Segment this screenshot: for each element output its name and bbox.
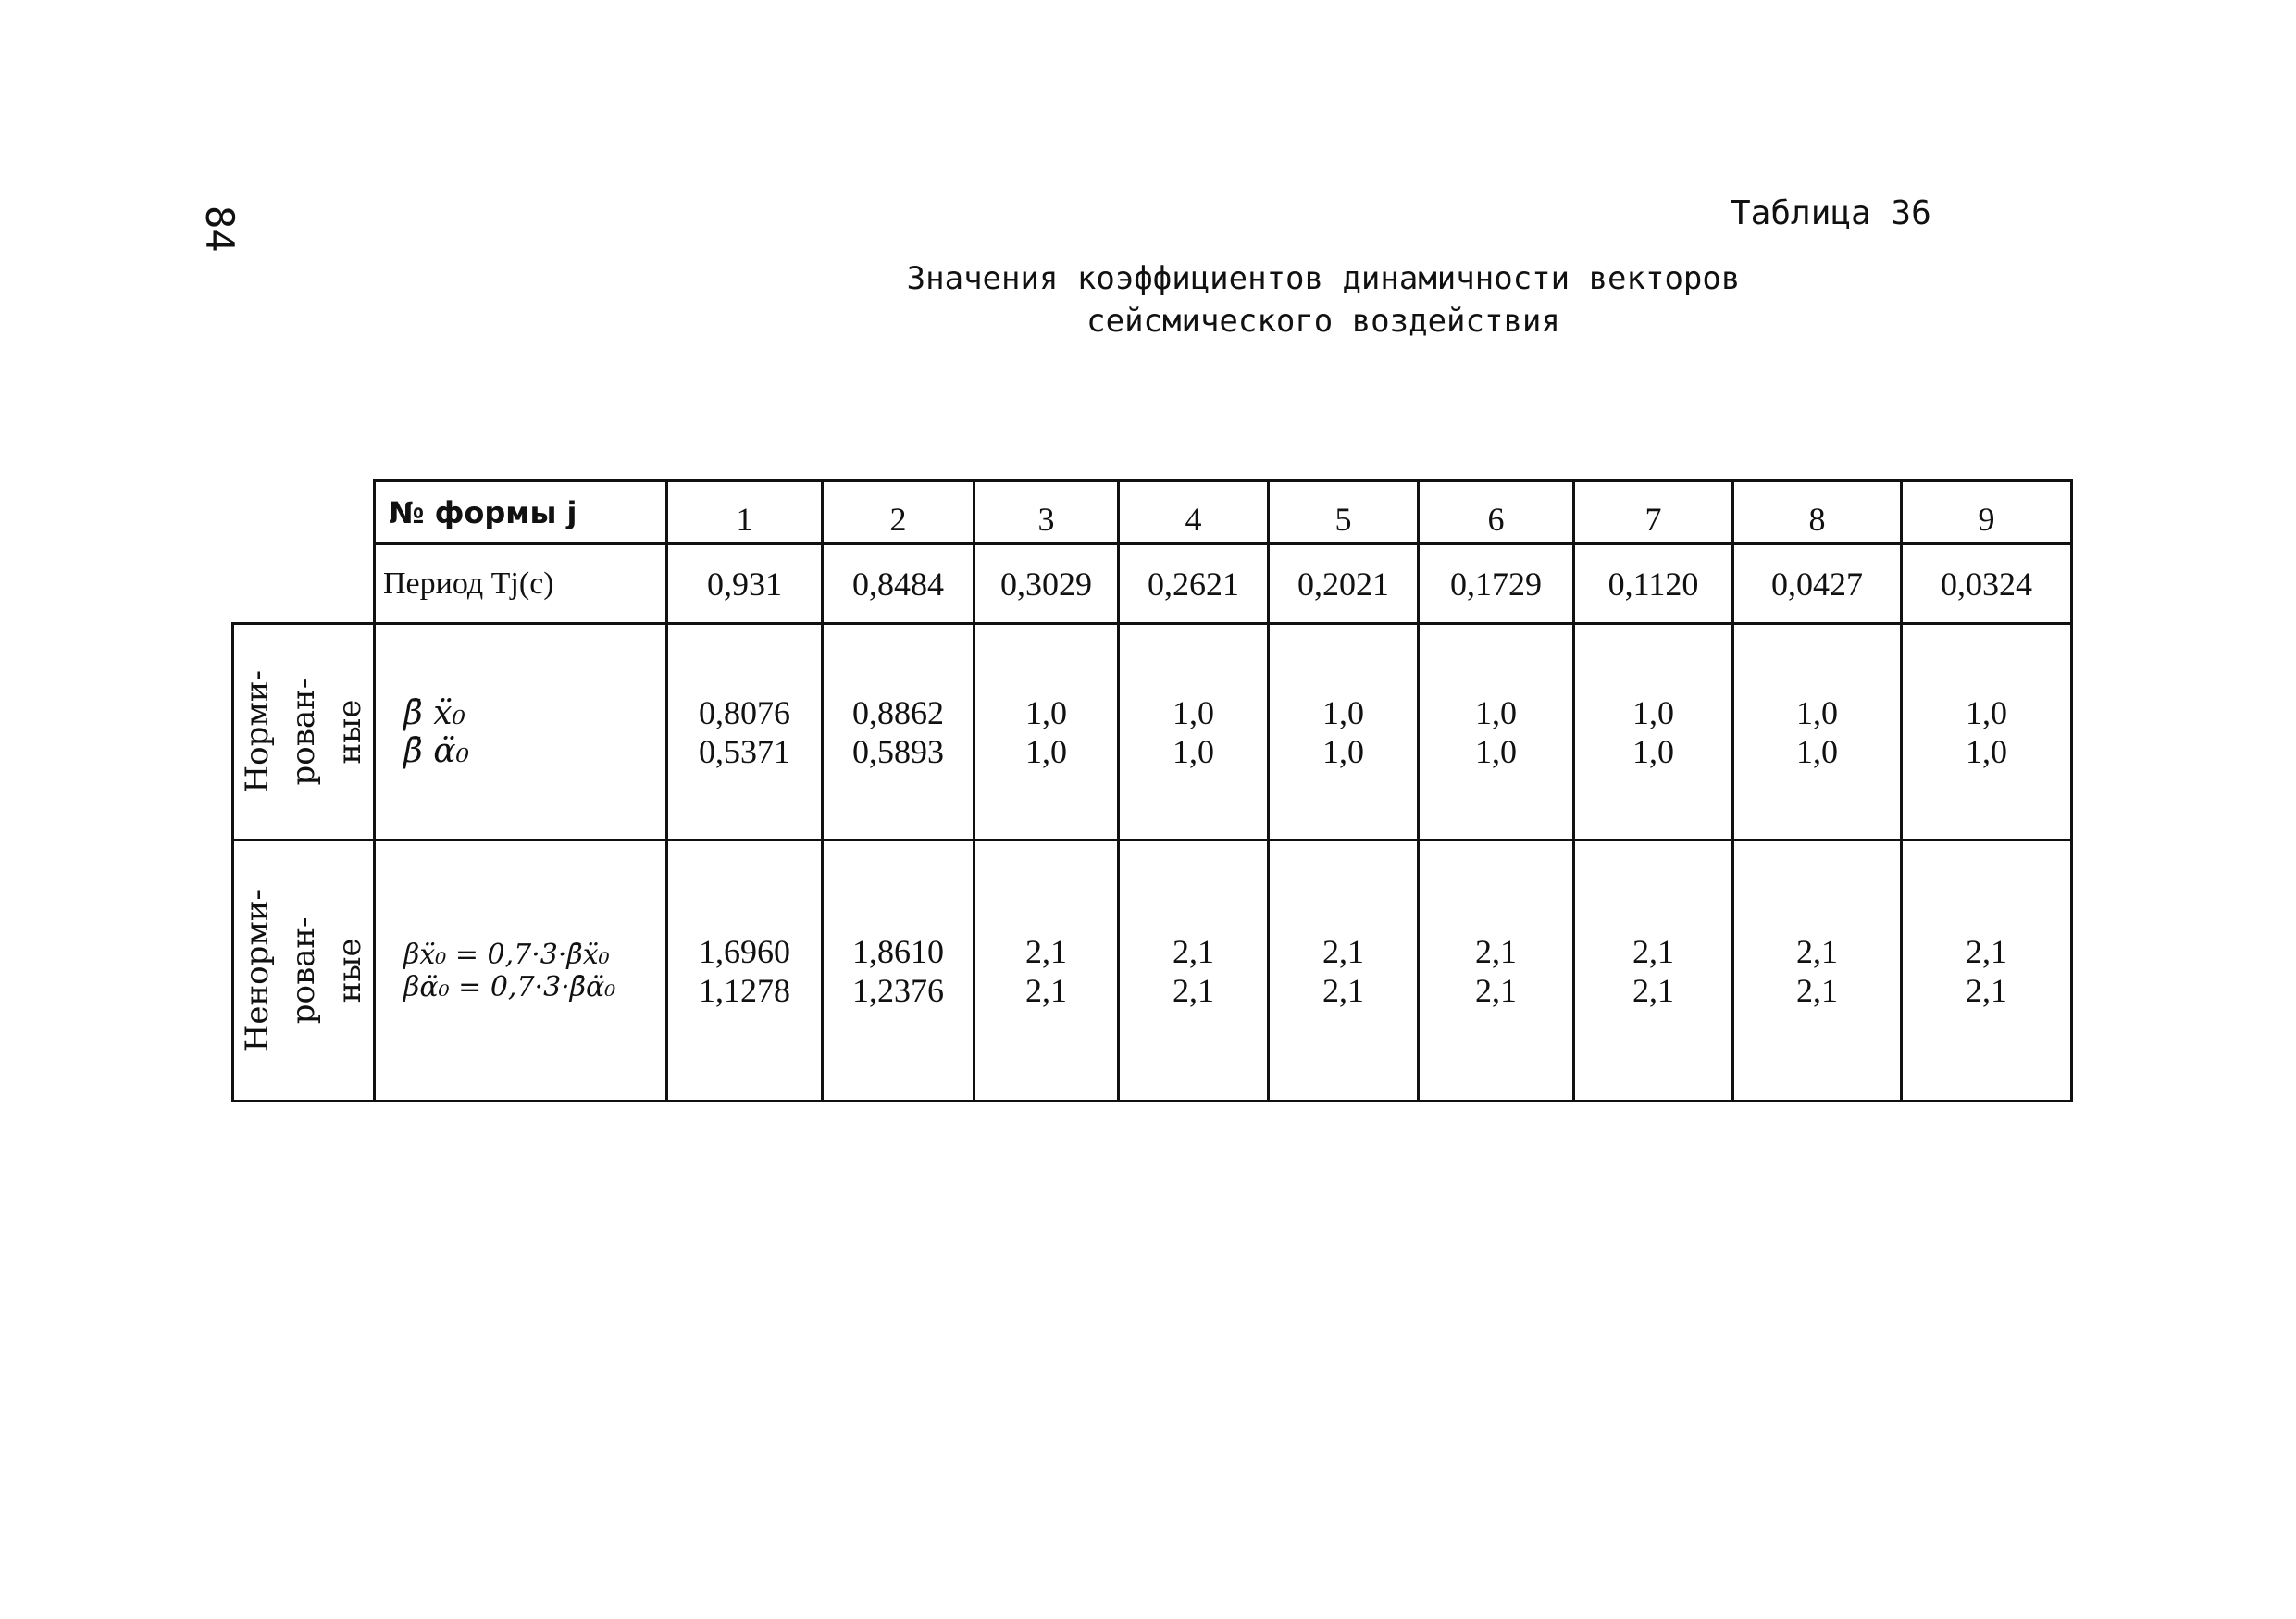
value: 2,1	[1796, 932, 1838, 970]
value: 1,0	[1173, 693, 1214, 731]
value: 2,1	[1322, 932, 1364, 970]
group-label-line: ные	[331, 699, 368, 765]
caption-line-1: Значения коэффициентов динамичности векторов	[906, 260, 1741, 297]
period-cell: 0,0427	[1733, 544, 1902, 624]
formula-beta-alpha: β̄ α̈₀	[403, 731, 469, 770]
value: 0,8076	[699, 693, 790, 731]
mode-number-cell: 9	[1902, 481, 2072, 544]
value-cell	[667, 841, 823, 1102]
formula-beta-x-nonnorm: βẍ₀ = 0,7·3·β̄ẍ₀	[403, 938, 610, 971]
value-cell	[1902, 624, 2072, 841]
value: 1,0	[1025, 732, 1067, 770]
non-normalized-group-label	[233, 841, 375, 1102]
group-label-line: Ненорми-	[239, 889, 276, 1052]
table-label: Таблица 36	[1731, 194, 1931, 232]
value: 1,0	[1173, 732, 1214, 770]
period-cell: 0,1120	[1574, 544, 1733, 624]
mode-number-cell: 5	[1269, 481, 1419, 544]
value-cell	[667, 624, 823, 841]
caption-line-2: сейсмического воздействия	[1086, 303, 1560, 340]
mode-number-cell: 8	[1733, 481, 1902, 544]
value: 2,1	[1475, 971, 1517, 1009]
non-normalized-formula-cell	[375, 841, 667, 1102]
value-cell	[1733, 841, 1902, 1102]
value-cell	[974, 841, 1119, 1102]
value: 2,1	[1796, 971, 1838, 1009]
value-cell	[974, 624, 1119, 841]
coefficients-table	[231, 479, 2073, 1102]
value: 1,8610	[852, 932, 944, 970]
value: 1,0	[1632, 693, 1674, 731]
value: 2,1	[1966, 932, 2007, 970]
period-cell: 0,8484	[823, 544, 974, 624]
period-cell: 0,1729	[1419, 544, 1574, 624]
value: 2,1	[1173, 932, 1214, 970]
value: 0,5893	[852, 732, 944, 770]
corner-blank	[233, 544, 375, 624]
table-caption	[833, 257, 1814, 342]
period-row	[233, 544, 2072, 624]
normalized-group-label	[233, 624, 375, 841]
value-cell	[1574, 624, 1733, 841]
mode-number-cell: 6	[1419, 481, 1574, 544]
value: 2,1	[1322, 971, 1364, 1009]
value: 2,1	[1475, 932, 1517, 970]
group-label-line: Норми-	[239, 670, 276, 793]
mode-number-cell: 4	[1119, 481, 1269, 544]
value: 2,1	[1632, 971, 1674, 1009]
group-label-line: ные	[331, 938, 368, 1003]
value: 2,1	[1025, 932, 1067, 970]
value-cell	[1419, 841, 1574, 1102]
value: 1,0	[1966, 693, 2007, 731]
value-cell	[1574, 841, 1733, 1102]
value-cell	[823, 841, 974, 1102]
period-cell: 0,2021	[1269, 544, 1419, 624]
mode-number-cell: 1	[667, 481, 823, 544]
value-cell	[1419, 624, 1574, 841]
value: 1,0	[1796, 732, 1838, 770]
mode-number-cell: 2	[823, 481, 974, 544]
value: 0,8862	[852, 693, 944, 731]
value-cell	[1902, 841, 2072, 1102]
value: 1,0	[1322, 732, 1364, 770]
period-label: Период Tj(c)	[375, 544, 667, 624]
normalized-formula-cell	[375, 624, 667, 841]
value: 1,0	[1322, 693, 1364, 731]
value-cell	[1269, 841, 1419, 1102]
value: 1,0	[1796, 693, 1838, 731]
group-label-line: рован-	[285, 916, 322, 1025]
formula-beta-x: β̄ ẍ₀	[403, 693, 465, 732]
value: 1,0	[1632, 732, 1674, 770]
page-number: 84	[197, 205, 242, 253]
normalized-group-row	[233, 624, 2072, 841]
value: 0,5371	[699, 732, 790, 770]
value: 2,1	[1025, 971, 1067, 1009]
value: 1,0	[1025, 693, 1067, 731]
value: 2,1	[1632, 932, 1674, 970]
corner-blank	[233, 481, 375, 544]
mode-number-header: № формы j	[375, 481, 667, 544]
value-cell	[1119, 624, 1269, 841]
value-cell	[823, 624, 974, 841]
period-cell: 0,2621	[1119, 544, 1269, 624]
value-cell	[1733, 624, 1902, 841]
period-cell: 0,3029	[974, 544, 1119, 624]
period-cell: 0,0324	[1902, 544, 2072, 624]
value: 2,1	[1173, 971, 1214, 1009]
period-cell: 0,931	[667, 544, 823, 624]
mode-number-cell: 7	[1574, 481, 1733, 544]
table-header-row	[233, 481, 2072, 544]
value-cell	[1119, 841, 1269, 1102]
value: 2,1	[1966, 971, 2007, 1009]
value: 1,0	[1475, 693, 1517, 731]
value-cell	[1269, 624, 1419, 841]
value: 1,1278	[699, 971, 790, 1009]
formula-beta-alpha-nonnorm: βα̈₀ = 0,7·3·β̄α̈₀	[403, 970, 616, 1003]
value: 1,0	[1966, 732, 2007, 770]
mode-number-cell: 3	[974, 481, 1119, 544]
value: 1,6960	[699, 932, 790, 970]
value: 1,2376	[852, 971, 944, 1009]
group-label-line: рован-	[285, 678, 322, 786]
value: 1,0	[1475, 732, 1517, 770]
non-normalized-group-row	[233, 841, 2072, 1102]
